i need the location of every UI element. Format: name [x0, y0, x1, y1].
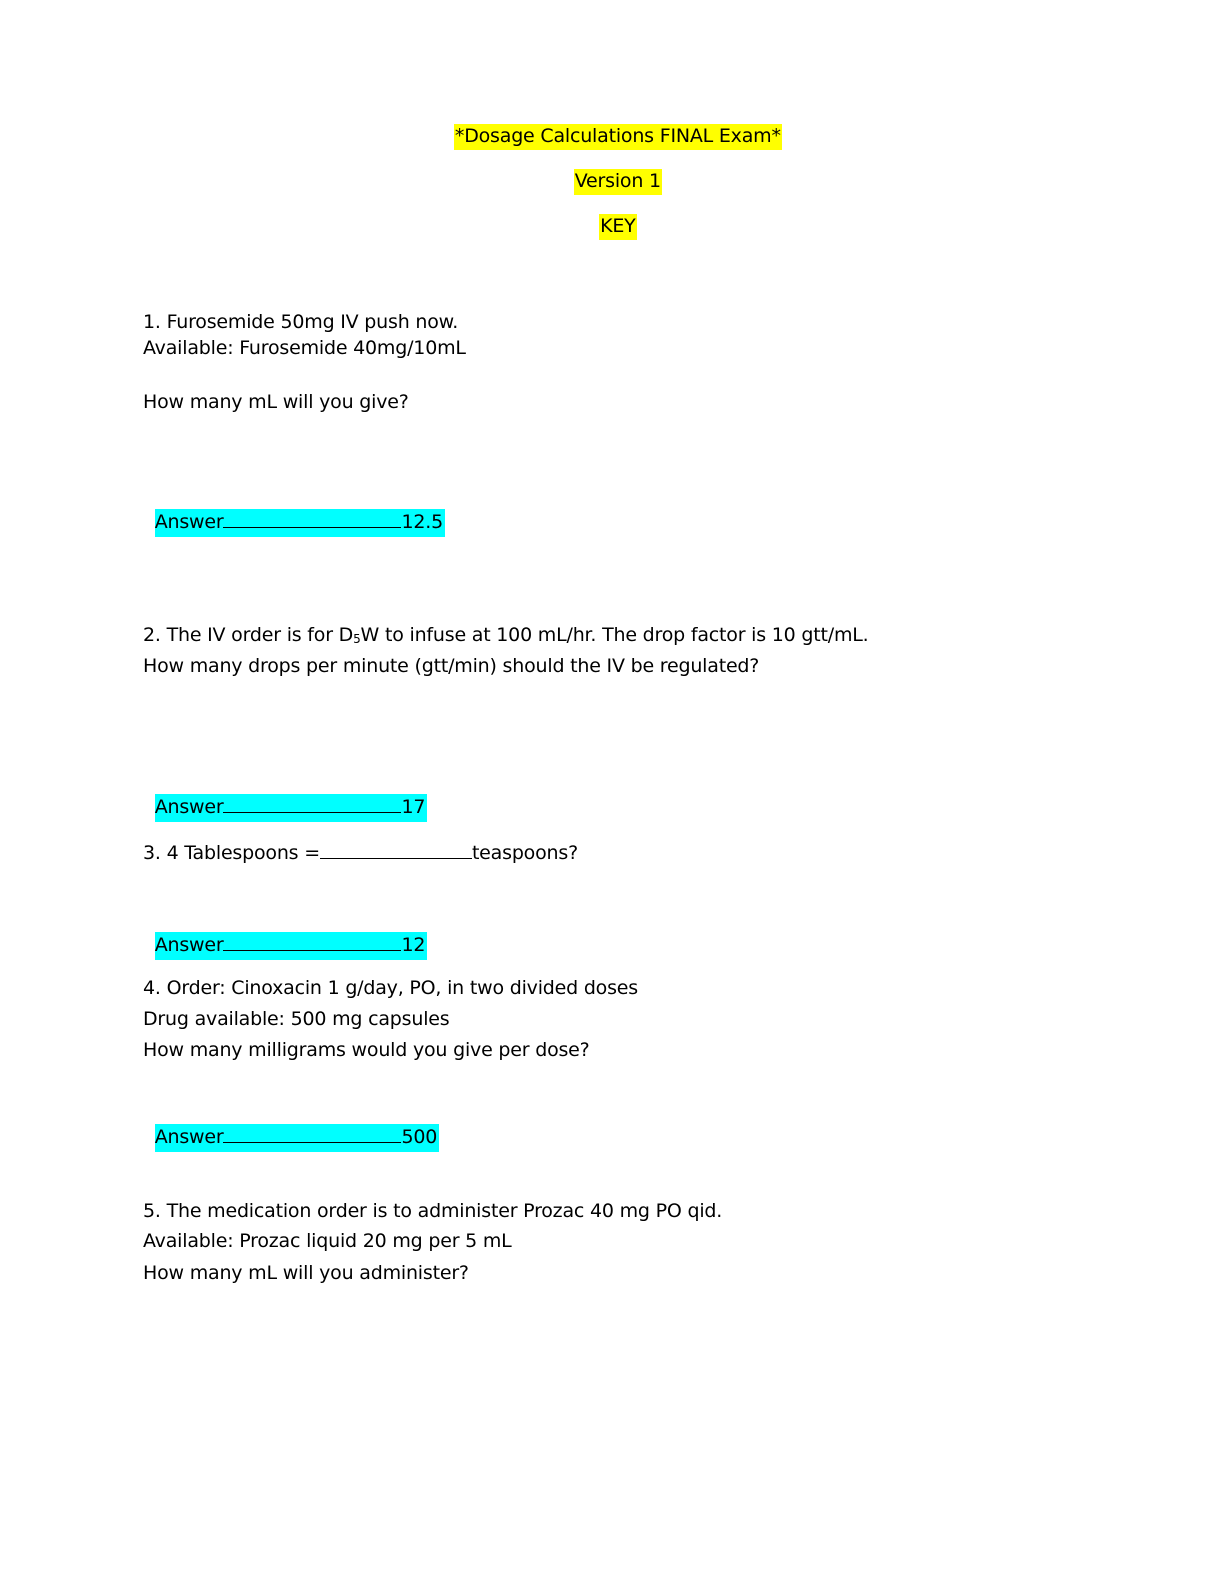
answer-label: Answer: [154, 934, 224, 956]
question-4-prompt: How many milligrams would you give per dose?: [143, 1039, 590, 1061]
question-1-prompt: How many mL will you give?: [143, 391, 409, 413]
question-3-text: 3. 4 Tablespoons = teaspoons?: [143, 839, 578, 865]
answer-key-label: KEY: [599, 214, 636, 240]
answer-value: 17: [401, 796, 426, 818]
exam-title-line: [0, 100, 1224, 148]
question-3-blank: [320, 839, 472, 859]
answer-blank: [223, 508, 401, 528]
question-5-text: 5. The medication order is to administer Prozac 40 mg PO qid.: [143, 1200, 723, 1222]
question-1-text: 1. Furosemide 50mg IV push now.: [143, 311, 459, 333]
answer-blank: [223, 793, 401, 813]
key-line: [0, 190, 1224, 238]
question-2-answer: [143, 769, 427, 819]
answer-value: 500: [401, 1126, 438, 1148]
answer-value: 12: [401, 934, 426, 956]
answer-blank: [223, 1123, 401, 1143]
answer-label: Answer: [154, 511, 224, 533]
answer-label: Answer: [154, 1126, 224, 1148]
question-5-available: Available: Prozac liquid 20 mg per 5 mL: [143, 1230, 512, 1252]
question-1-answer: [143, 484, 445, 534]
question-5-prompt: How many mL will you administer?: [143, 1262, 469, 1284]
answer-label: Answer: [154, 796, 224, 818]
version-line: [0, 145, 1224, 193]
subscript: 5: [353, 632, 361, 646]
exam-title: *Dosage Calculations FINAL Exam*: [454, 124, 782, 150]
answer-blank: [223, 931, 401, 951]
exam-version: Version 1: [574, 169, 662, 195]
question-4-answer: [143, 1099, 439, 1149]
question-4-available: Drug available: 500 mg capsules: [143, 1008, 450, 1030]
question-4-text: 4. Order: Cinoxacin 1 g/day, PO, in two divided doses: [143, 977, 638, 999]
question-1-available: Available: Furosemide 40mg/10mL: [143, 337, 466, 359]
answer-value: 12.5: [401, 511, 443, 533]
question-3-answer: [143, 907, 427, 957]
question-2-text: 2. The IV order is for $D_5W$ to infuse at 100 mL/hr. The drop factor is 10 gtt/mL.: [143, 624, 869, 646]
question-2-prompt: How many drops per minute (gtt/min) should the IV be regulated?: [143, 655, 760, 677]
